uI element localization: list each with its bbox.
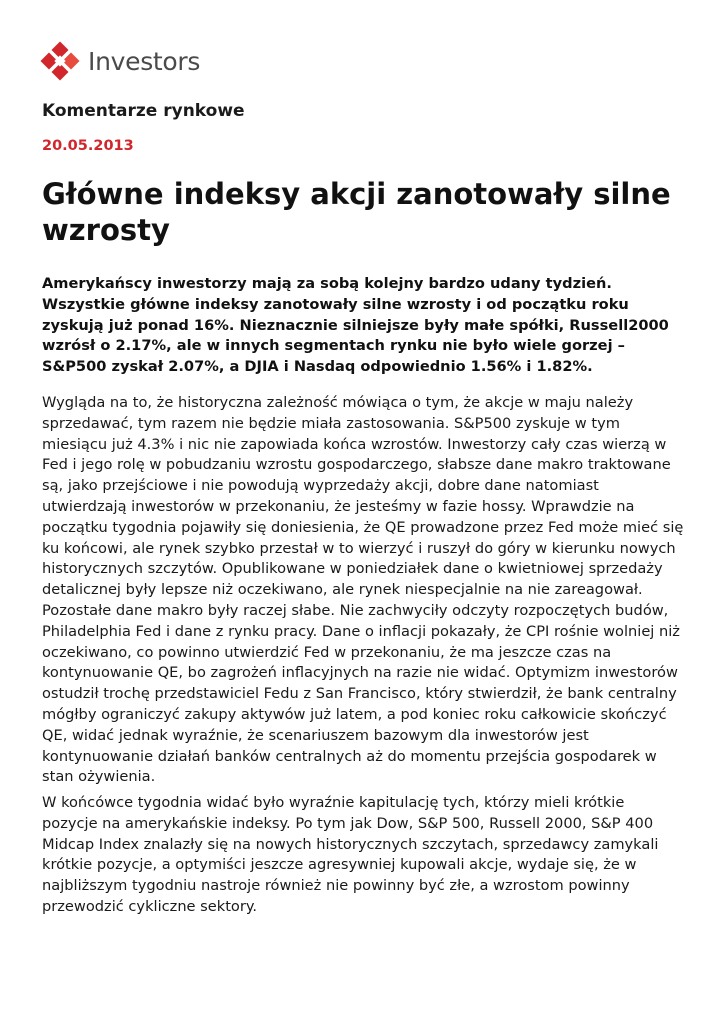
article-paragraph: W końcówce tygodnia widać było wyraźnie kapitulację tych, którzy mieli krótkie pozycje na amerykańskie indeksy. Po tym jak Dow, S&P 500, Russell 2000, S&P 400 Midcap Index znalazły się na nowych historycznych szczytach, sprzedawcy zamykali krótkie pozycje, a optymiści jeszcze agresywniej kupowali akcje, wydaje się, że w najbliższym tygodniu nastroje również nie powinny być złe, a wzrostom powinny przewodzić cykliczne sektory. [42, 794, 659, 915]
article-date: 20.05.2013 [42, 138, 134, 154]
article-title: Główne indeksy akcji zanotowały silne wzrosty [42, 177, 671, 247]
brand-name: Investors [88, 46, 201, 76]
section-label: Komentarze rynkowe [42, 101, 245, 121]
article-lead: Amerykańscy inwestorzy mają za sobą kolejny bardzo udany tydzień. Wszystkie główne indeksy zanotowały silne wzrosty i od początku roku zyskują już ponad 16%. Nieznacznie silniejsze były małe spółki, Russell2000 wzrósł o 2.17%, ale w innych segmentach rynku nie było wiele gorzej – S&P500 zyskał 2.07%, a DJIA i Nasdaq odpowiednio 1.56% i 1.82%. [42, 275, 669, 376]
brand-logo [40, 40, 200, 82]
investors-logo-icon [40, 41, 80, 81]
article-paragraph: Wygląda na to, że historyczna zależność mówiąca o tym, że akcje w maju należy sprzedawać, tym razem nie będzie miała zastosowania. S&P500 zyskuje w tym miesiącu już 4.3% i nic nie zapowiada końca wzrostów. Inwestorzy cały czas wierzą w Fed i jego rolę w pobudzaniu wzrostu gospodarczego, słabsze dane makro traktowane są, jako przejściowe i nie powodują wyprzedaży akcji, dobre dane natomiast utwierdzają inwestorów w przekonaniu, że jesteśmy w fazie hossy. Wprawdzie na początku tygodnia pojawiły się doniesienia, że QE prowadzone przez Fed może mieć się ku końcowi, ale rynek szybko przestał w to wierzyć i ruszył do góry w kierunku nowych historycznych szczytów. Opublikowane w poniedziałek dane o kwietniowej sprzedaży detalicznej były lepsze niż oczekiwano, ale rynek niespecjalnie na nie zareagował. Pozostałe dane makro były raczej słabe. Nie zachwyciły odczyty rozpoczętych budów, Philadelphia Fed i dane z rynku pracy. Dane o inflacji pokazały, że CPI rośnie wolniej niż oczekiwano, co powinno utwierdzić Fed w przekonaniu, że ma jeszcze czas na kontynuowanie QE, bo zagrożeń inflacyjnych na razie nie widać. Optymizm inwestorów ostudził trochę przedstawiciel Fedu z San Francisco, który stwierdził, że bank centralny mógłby ograniczyć zakupy aktywów już latem, a pod koniec roku całkowicie skończyć QE, widać jednak wyraźnie, że scenariuszem bazowym dla inwestorów jest kontynuowanie działań banków centralnych aż do momentu przejścia gospodarek w stan ożywienia. [42, 394, 684, 786]
